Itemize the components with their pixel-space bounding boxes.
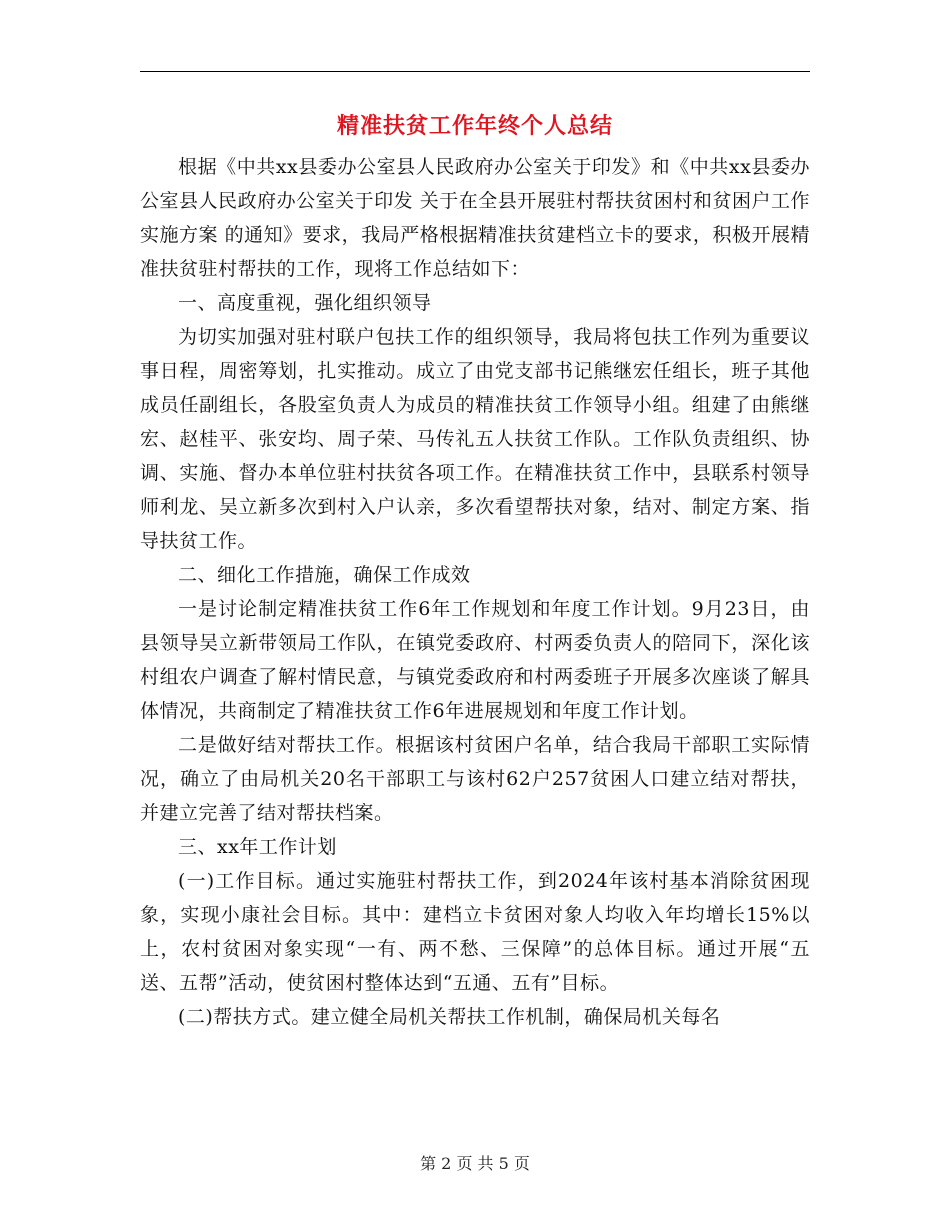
section-heading-1: 一、高度重视，强化组织领导 bbox=[178, 292, 432, 314]
page-number-footer: 第 2 页 共 5 页 bbox=[420, 1154, 530, 1173]
paragraph-goals: (一)工作目标。通过实施驻村帮扶工作，到2024年该村基本消除贫困现象，实现小康社会目标。其中：建档立卡贫困对象人均收入年均增长15%以上，农村贫困对象实现“一有、两不愁、三保障”的总体目标。通过开展“五送、五帮”活动，使贫困村整体达到“五通、五有”目标。 bbox=[140, 870, 810, 994]
paragraph-pairing: 二是做好结对帮扶工作。根据该村贫困户名单，结合我局干部职工实际情况，确立了由局机关20名干部职工与该村62户257贫困人口建立结对帮扶，并建立完善了结对帮扶档案。 bbox=[140, 734, 810, 824]
paragraph-methods: (二)帮扶方式。建立健全局机关帮扶工作机制，确保局机关每名 bbox=[178, 1006, 721, 1028]
document-body bbox=[140, 150, 810, 1034]
paragraph-planning: 一是讨论制定精准扶贫工作6年工作规划和年度工作计划。9月23日，由县领导吴立新带领局工作队，在镇党委政府、村两委负责人的陪同下，深化该村组农户调查了解村情民意，与镇党委政府和村两委班子开展多次座谈了解具体情况，共商制定了精准扶贫工作6年进展规划和年度工作计划。 bbox=[140, 598, 810, 722]
header-rule bbox=[140, 71, 810, 72]
paragraph-intro: 根据《中共xx县委办公室县人民政府办公室关于印发》和《中共xx县委办公室县人民政府办公室关于印发 关于在全县开展驻村帮扶贫困村和贫困户工作实施方案 的通知》要求，我局严格根据精准扶贫建档立卡的要求，积极开展精准扶贫驻村帮扶的工作，现将工作总结如下： bbox=[140, 156, 810, 280]
section-heading-2: 二、细化工作措施，确保工作成效 bbox=[178, 564, 471, 586]
section-heading-3: 三、xx年工作计划 bbox=[178, 836, 337, 858]
document-title: 精准扶贫工作年终个人总结 bbox=[336, 113, 613, 139]
paragraph-organization: 为切实加强对驻村联户包扶工作的组织领导，我局将包扶工作列为重要议事日程，周密筹划，扎实推动。成立了由党支部书记熊继宏任组长，班子其他成员任副组长，各股室负责人为成员的精准扶贫工作领导小组。组建了由熊继宏、赵桂平、张安均、周子荣、马传礼五人扶贫工作队。工作队负责组织、协调、实施、督办本单位驻村扶贫各项工作。在精准扶贫工作中，县联系村领导师利龙、吴立新多次到村入户认亲，多次看望帮扶对象，结对、制定方案、指导扶贫工作。 bbox=[140, 326, 810, 552]
